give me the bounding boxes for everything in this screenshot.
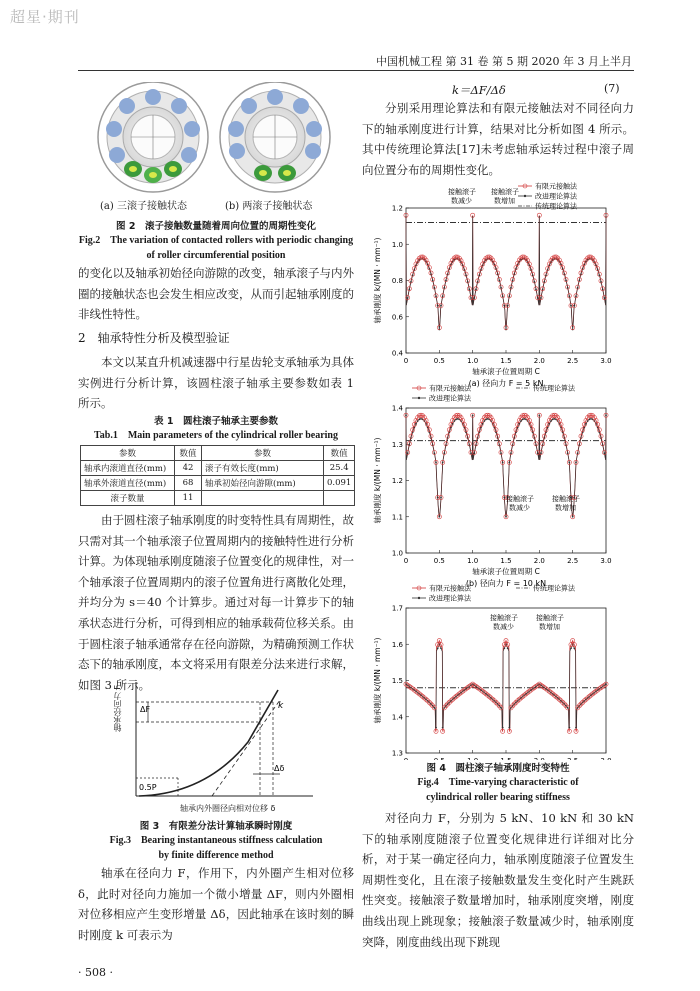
x-tick-label: 1.5	[500, 357, 512, 365]
ann-increase: 接触滚子	[536, 614, 564, 622]
improved-point	[588, 419, 590, 421]
improved-point	[508, 727, 510, 729]
annotations	[448, 187, 519, 205]
improved-point	[410, 281, 412, 283]
legend-fem: 有限元接触法	[429, 384, 471, 393]
fig4-panel-1	[372, 182, 612, 389]
improved-point	[510, 287, 512, 289]
improved-point	[548, 423, 550, 425]
improved-point	[467, 281, 469, 283]
table1-title-cn: 表 1 圆柱滚子轴承主要参数	[154, 416, 278, 427]
improved-point	[575, 295, 577, 297]
improved-point	[445, 280, 447, 282]
plot-frame	[406, 208, 606, 353]
panel-subtitle: (b) 径向力 F = 10 kN	[465, 579, 547, 588]
fig2-caption-en-1: Fig.2 The variation of contacted rollers with periodic changing	[78, 235, 354, 246]
y-axis-label: 轴承刚度 k/(MN · mm⁻¹)	[373, 637, 382, 724]
ann-increase-2: 数增加	[539, 623, 560, 631]
table-cell: 轴承外滚道直径(mm)	[81, 476, 175, 491]
improved-point	[433, 452, 435, 454]
x-tick-label: 0	[403, 357, 409, 365]
improved-point	[538, 414, 540, 416]
improved-point	[570, 647, 572, 649]
improved-point	[577, 452, 579, 454]
improved-point	[505, 516, 507, 518]
y-tick-label: 0.6	[391, 313, 403, 322]
fig2-caption-en-2: of roller circumferential position	[146, 250, 286, 261]
improved-point	[508, 295, 510, 297]
legend-fem: 有限元接触法	[535, 182, 577, 191]
table-cell: 滚子数量	[81, 491, 175, 506]
y-tick-label: 1.0	[391, 240, 403, 249]
improved-point	[567, 287, 569, 289]
improved-point	[573, 647, 575, 649]
x-tick-label: 2.5	[567, 357, 579, 365]
table-header-cell: 数值	[175, 446, 202, 461]
improved-point	[575, 461, 577, 463]
para-results: 对径向力 F，分别为 5 kN、10 kN 和 30 kN 下的轴承刚度随滚子位置变化规律进行详细对比分析，对于某一确定径向力，轴承刚度随滚子位置发生周期性变化，且在滚子接触数量发生变化时产生跳跃性突变。接触滚子数量增加时，轴承刚度突增，刚度曲线出现上跳现象；接触滚子数量减少时，轴承刚度突降，刚度曲线出现下跳现	[362, 811, 634, 949]
improved-point	[477, 281, 479, 283]
y-tick-label: 1.2	[391, 477, 403, 485]
page-number: · 508 ·	[78, 966, 113, 979]
p-label: 0.5P	[139, 783, 157, 792]
fig3-xlabel: 轴承内外圈径向相对位移 δ	[180, 804, 276, 813]
improved-point	[500, 452, 502, 454]
x-tick-label: 1.0	[467, 557, 479, 565]
improved-point	[512, 280, 514, 282]
improved-point	[415, 423, 417, 425]
legend-traditional: 传统理论算法	[533, 384, 575, 393]
figure-2	[95, 82, 335, 197]
table1-title-en: Tab.1 Main parameters of the cylindrical roller bearing	[94, 430, 338, 441]
ann-decrease: 接触滚子	[506, 495, 534, 503]
table-cell: 68	[175, 476, 202, 491]
improved-point	[522, 419, 524, 421]
ann-increase: 接触滚子	[552, 495, 580, 503]
improved-point	[502, 295, 504, 297]
x-tick-label: 0.5	[433, 557, 445, 565]
y-tick-label: 0.4	[391, 349, 403, 358]
figure-4	[362, 180, 634, 760]
fig4-charts	[362, 180, 634, 760]
table-header-cell: 参数	[202, 446, 324, 461]
improved-point	[605, 414, 607, 416]
x-tick-label: 2.5	[567, 557, 579, 565]
improved-point	[537, 297, 539, 299]
improved-point	[540, 297, 542, 299]
improved-point	[407, 297, 409, 299]
ann-decrease-2: 数减少	[509, 504, 530, 512]
fig3-tangent	[212, 700, 280, 796]
improved-point	[565, 280, 567, 282]
y-tick-label: 0.8	[391, 277, 403, 285]
improved-point	[507, 647, 509, 649]
improved-point	[550, 420, 552, 422]
left-para-continued: 的变化以及轴承初始径向游隙的改变，轴承滚子与内外圈的接触状态也会发生相应改变，从而引起轴承刚度的非线性特性。	[78, 266, 354, 322]
improved-point	[433, 287, 435, 289]
improved-point	[577, 287, 579, 289]
improved-point	[500, 287, 502, 289]
x-tick-label: 0.5	[433, 357, 445, 365]
x-tick-label: 2.0	[533, 557, 545, 565]
y-tick-label: 1.4	[391, 713, 403, 722]
running-header: 中国机械工程 第 31 卷 第 5 期 2020 年 3 月上半月	[376, 55, 632, 68]
fig4-caption-cn: 图 4 圆柱滚子轴承刚度时变特性	[426, 763, 570, 774]
improved-point	[553, 418, 555, 420]
x-tick-label: 3.0	[600, 357, 612, 365]
legend-traditional: 传统理论算法	[535, 202, 577, 211]
improved-point	[473, 297, 475, 299]
improved-point	[507, 305, 509, 307]
y-tick-label: 1.2	[391, 204, 403, 213]
improved-point	[418, 419, 420, 421]
improved-point	[472, 414, 474, 416]
improved-point	[568, 461, 570, 463]
y-axis-label: 轴承刚度 k/(MN · mm⁻¹)	[373, 237, 382, 324]
table-row	[81, 461, 355, 476]
y-axis-label: 轴承刚度 k/(MN · mm⁻¹)	[373, 437, 382, 524]
ann-increase-2: 数增加	[494, 197, 515, 205]
bearing-three-roller	[98, 82, 208, 192]
y-tick-label: 1.3	[391, 440, 403, 449]
improved-point	[552, 419, 554, 421]
improved-point	[475, 289, 477, 291]
improved-point	[437, 497, 439, 499]
improved-point	[535, 289, 537, 291]
improved-point	[443, 287, 445, 289]
fig4-caption-en-1: Fig.4 Time-varying characteristic of	[417, 777, 579, 788]
improved-point	[567, 452, 569, 454]
improved-point	[567, 707, 569, 709]
improved-point	[470, 452, 472, 454]
equation: k＝ΔF/Δδ	[452, 83, 506, 97]
fig3-ylabel: 轴承径向力 F	[113, 685, 122, 733]
improved-point	[405, 414, 407, 416]
table-header-cell: 数值	[324, 446, 355, 461]
improved-point	[500, 707, 502, 709]
improved-point	[575, 727, 577, 729]
improved-point	[437, 647, 439, 649]
legend-traditional: 传统理论算法	[533, 584, 575, 593]
table-cell: 轴承初始径向游隙(mm)	[202, 476, 324, 491]
improved-point	[417, 420, 419, 422]
para-method: 轴承在径向力 F，作用下，内外圈产生相对位移 δ，此时对径向力施加一个微小增量 ΔF，则内外圈相对位移相应产生变形增量 Δδ，因此轴承在该时刻的瞬时刚度 k 可表示为	[78, 866, 354, 942]
ann-decrease: 接触滚子	[448, 188, 476, 196]
bearing-two-roller	[220, 82, 330, 192]
x-tick-label: 0	[403, 557, 409, 565]
fig2-sub-b: (b) 两滚子接触状态	[225, 201, 313, 212]
improved-point	[473, 452, 475, 454]
improved-point	[603, 297, 605, 299]
improved-point	[502, 461, 504, 463]
improved-point	[537, 452, 539, 454]
improved-point	[420, 418, 422, 420]
improved-point	[523, 418, 525, 420]
table-cell	[202, 491, 324, 506]
improved-point	[543, 281, 545, 283]
y-tick-label: 1.1	[391, 513, 403, 522]
improved-point	[438, 516, 440, 518]
annotations	[506, 494, 580, 512]
para-intro: 本文以某直升机减速器中行星齿轮支承轴承为具体实例进行分析计算，该圆柱滚子轴承主要参数如表 1 所示。	[78, 355, 354, 411]
table-cell: 42	[175, 461, 202, 476]
improved-point	[455, 419, 457, 421]
plot-frame	[406, 408, 606, 553]
x-axis-label: 轴承滚子位置周期 C	[472, 367, 540, 376]
annotations	[490, 613, 564, 631]
table-cell: 25.4	[324, 461, 355, 476]
improved-point	[602, 289, 604, 291]
x-tick-label: 3.0	[600, 557, 612, 565]
series-fem	[406, 215, 606, 327]
header-rule	[78, 70, 634, 71]
fig4-caption-en-2: cylindrical roller bearing stiffness	[426, 792, 570, 803]
improved-point	[457, 418, 459, 420]
improved-point	[440, 305, 442, 307]
table-row	[81, 476, 355, 491]
k-label: k	[278, 701, 284, 711]
improved-point	[407, 452, 409, 454]
x-tick-label: 2.0	[533, 357, 545, 365]
ann-increase-2: 数增加	[555, 504, 576, 512]
table-cell: 11	[175, 491, 202, 506]
y-tick-label: 1.0	[391, 549, 403, 558]
table-cell: 轴承内滚道直径(mm)	[81, 461, 175, 476]
fig3-caption-en-1: Fig.3 Bearing instantaneous stiffness calculation	[109, 835, 323, 846]
y-tick-label: 1.3	[391, 749, 403, 758]
fig4-panel-2	[372, 384, 612, 589]
improved-point	[502, 727, 504, 729]
section-heading: 2 轴承特性分析及模型验证	[78, 331, 230, 345]
improved-point	[542, 289, 544, 291]
fig3-caption-cn: 图 3 有限差分法计算轴承瞬时刚度	[139, 821, 293, 832]
improved-point	[590, 418, 592, 420]
improved-point	[468, 289, 470, 291]
improved-point	[503, 647, 505, 649]
improved-point	[603, 452, 605, 454]
improved-point	[435, 461, 437, 463]
watermark: 超星·期刊	[10, 8, 80, 26]
y-tick-label: 1.4	[391, 404, 403, 413]
improved-point	[408, 289, 410, 291]
equation-number: (7)	[604, 82, 620, 95]
table-cell: 滚子有效长度(mm)	[202, 461, 324, 476]
improved-point	[533, 281, 535, 283]
improved-point	[498, 280, 500, 282]
improved-point	[442, 295, 444, 297]
legend-improved: 改进理论算法	[429, 594, 471, 603]
improved-point	[568, 727, 570, 729]
improved-point	[440, 497, 442, 499]
improved-point	[600, 281, 602, 283]
improved-point	[485, 419, 487, 421]
improved-point	[483, 420, 485, 422]
improved-point	[568, 295, 570, 297]
table-cell	[324, 491, 355, 506]
legend-fem: 有限元接触法	[429, 584, 471, 593]
y-tick-label: 1.7	[391, 604, 403, 613]
fig2-sub-a: (a) 三滚子接触状态	[100, 201, 187, 212]
improved-point	[442, 461, 444, 463]
improved-point	[540, 452, 542, 454]
y-tick-label: 1.6	[391, 640, 403, 649]
ann-decrease: 接触滚子	[490, 614, 518, 622]
improved-point	[510, 452, 512, 454]
improved-point	[503, 497, 505, 499]
improved-point	[572, 516, 574, 518]
legend-improved: 改进理论算法	[429, 394, 471, 403]
improved-point	[578, 280, 580, 282]
improved-point	[508, 461, 510, 463]
table-header-cell: 参数	[81, 446, 175, 461]
legend-improved: 改进理论算法	[535, 192, 577, 201]
x-tick-label: 1.5	[500, 557, 512, 565]
improved-point	[570, 305, 572, 307]
ann-increase: 接触滚子	[491, 188, 519, 196]
x-axis-label: 轴承滚子位置周期 C	[472, 567, 540, 576]
ann-decrease-2: 数减少	[493, 623, 514, 631]
x-tick-label: 1.0	[467, 357, 479, 365]
ann-decrease-2: 数减少	[451, 197, 472, 205]
improved-point	[433, 707, 435, 709]
fig2-caption-cn: 图 2 滚子接触数量随着周向位置的周期性变化	[116, 221, 316, 232]
improved-point	[432, 280, 434, 282]
bearing-illustrations	[95, 82, 335, 197]
improved-point	[518, 423, 520, 425]
improved-point	[605, 683, 607, 685]
legend	[518, 182, 578, 211]
table-cell: 0.091	[324, 476, 355, 491]
improved-point	[503, 305, 505, 307]
improved-point	[482, 423, 484, 425]
improved-point	[573, 305, 575, 307]
improved-point	[435, 295, 437, 297]
improved-point	[453, 420, 455, 422]
improved-point	[452, 423, 454, 425]
dF-label: ΔF	[140, 705, 151, 714]
para-time-varying: 由于圆柱滚子轴承刚度的时变特性具有周期性，故只需对其一个轴承滚子位置周期内的接触特性进行分析计算。为体现轴承刚度随滚子位置变化的规律性，对一个轴承滚子位置周期内的滚子位置角进行离散化处理，并均分为 s＝40 个计算步。通过对每一计算步下的轴承状态进行分析，可得到相应的轴承载荷位移关系。由于圆柱滚子轴承通常存在径向游隙，为精确预测工作状态下的轴承刚度，本文将采用有限差分法来进行求解，如图 3 所示。	[78, 513, 354, 692]
dd-label: Δδ	[274, 764, 285, 773]
table1	[80, 445, 355, 506]
y-tick-label: 1.5	[391, 677, 403, 685]
improved-point	[520, 420, 522, 422]
improved-point	[585, 423, 587, 425]
fig3-caption-en-2: by finite difference method	[158, 850, 274, 861]
series-improved	[406, 217, 606, 329]
table-row	[81, 491, 355, 506]
fig3-curve	[139, 690, 278, 796]
improved-point	[487, 418, 489, 420]
table-header-row	[81, 446, 355, 461]
improved-point	[442, 727, 444, 729]
improved-point	[443, 452, 445, 454]
fig4-panel-3	[372, 584, 612, 761]
improved-point	[437, 305, 439, 307]
panel-subtitle: (a) 径向力 F = 5 kN	[468, 379, 544, 388]
improved-point	[440, 647, 442, 649]
figure-3	[108, 678, 328, 810]
improved-point	[587, 420, 589, 422]
para-compare: 分别采用理论算法和有限元接触法对不同径向力下的轴承刚度进行计算，结果对比分析如图 4 所示。其中传统理论算法[17]未考虑轴承运转过程中滚子周向位置分布的周期性变化。	[362, 101, 634, 177]
improved-point	[470, 297, 472, 299]
improved-point	[435, 727, 437, 729]
